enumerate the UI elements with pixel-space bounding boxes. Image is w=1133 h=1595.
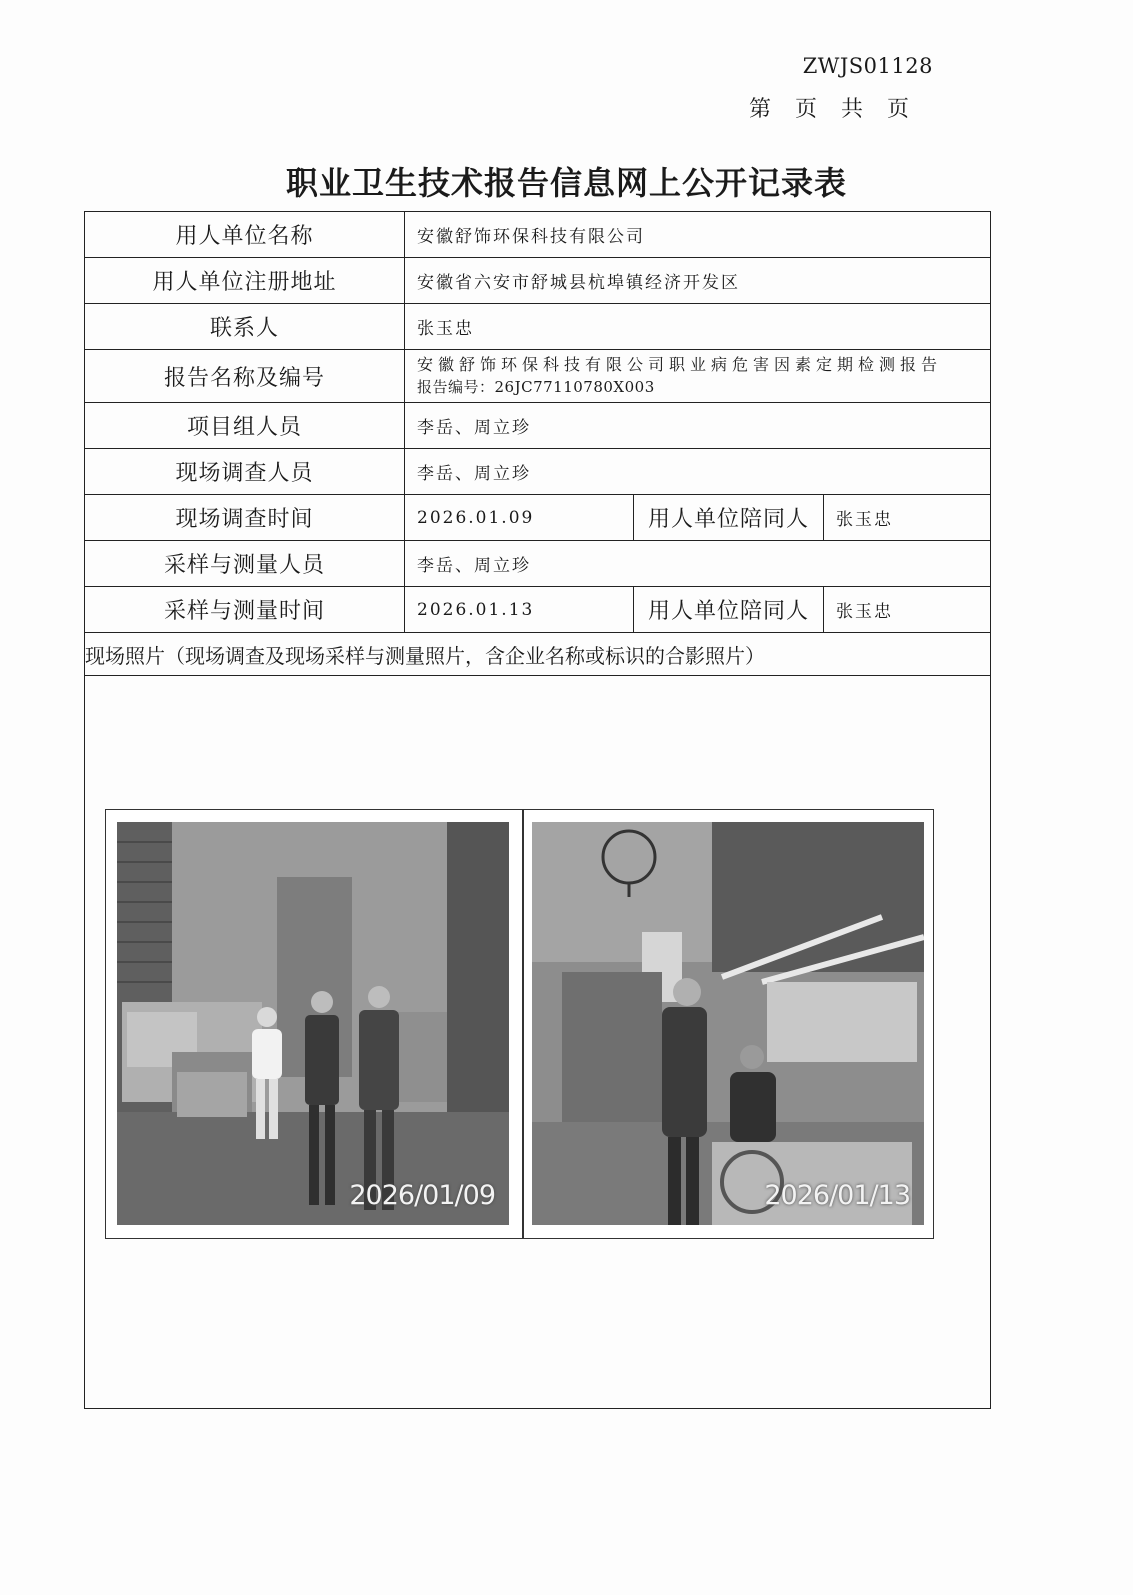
page-title: 职业卫生技术报告信息网上公开记录表 [285,164,847,202]
document-code: ZWJS01128 [802,54,933,78]
row-photo-header [85,633,991,676]
row-employer-name [85,212,991,258]
survey-staff-value: 李岳、周立珍 [405,449,991,495]
photo-section-header: 现场照片（现场调查及现场采样与测量照片，含企业名称或标识的合影照片） [85,633,991,676]
row-project-team [85,403,991,449]
report-number: 报告编号：26JC77110780X003 [417,378,655,396]
photo-area [85,676,991,1409]
contact-label: 联系人 [85,304,405,350]
employer-name-label: 用人单位名称 [85,212,405,258]
row-sampling-time [85,587,991,633]
sampling-staff-value: 李岳、周立珍 [405,541,991,587]
project-team-label: 项目组人员 [85,403,405,449]
sampling-time-value: 2026.01.13 [405,587,634,633]
row-contact [85,304,991,350]
sampling-companion-value: 张玉忠 [824,587,991,633]
sampling-time-label: 采样与测量时间 [85,587,405,633]
project-team-value: 李岳、周立珍 [405,403,991,449]
page-indicator: 第页共页 [748,97,933,122]
survey-companion-value: 张玉忠 [824,495,991,541]
report-value [405,350,991,403]
site-photo-sampling [532,822,924,1225]
employer-address-label: 用人单位注册地址 [85,258,405,304]
row-survey-time [85,495,991,541]
row-employer-address [85,258,991,304]
report-label: 报告名称及编号 [85,350,405,403]
employer-address-value: 安徽省六安市舒城县杭埠镇经济开发区 [405,258,991,304]
employer-name-value: 安徽舒饰环保科技有限公司 [405,212,991,258]
row-survey-staff [85,449,991,495]
sampling-staff-label: 采样与测量人员 [85,541,405,587]
report-name: 安徽舒饰环保科技有限公司职业病危害因素定期检测报告 [417,355,943,374]
survey-companion-label: 用人单位陪同人 [634,495,824,541]
photo-divider [522,810,524,1238]
survey-time-label: 现场调查时间 [85,495,405,541]
photo-date-stamp: 2026/01/13 [764,1180,910,1211]
record-table [84,211,991,1409]
photo-frame [105,809,934,1239]
survey-staff-label: 现场调查人员 [85,449,405,495]
sampling-companion-label: 用人单位陪同人 [634,587,824,633]
contact-value: 张玉忠 [405,304,991,350]
row-sampling-staff [85,541,991,587]
row-report [85,350,991,403]
survey-time-value: 2026.01.09 [405,495,634,541]
site-photo-survey [117,822,509,1225]
photo-date-stamp: 2026/01/09 [349,1180,495,1211]
row-photo-area [85,676,991,1409]
